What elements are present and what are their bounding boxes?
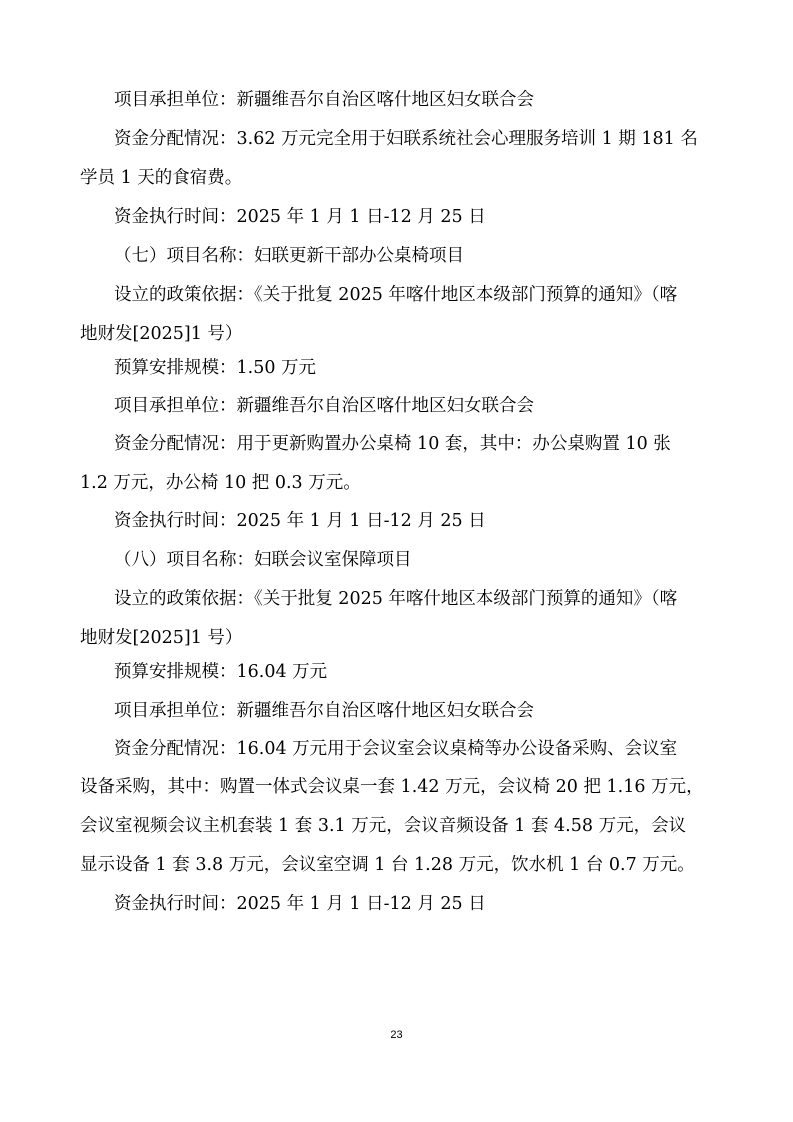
policy-basis-7: 设立的政策依据：《关于批复 2025 年喀什地区本级部门预算的通知》（喀 (114, 285, 678, 305)
unit-line-1: 项目承担单位：新疆维吾尔自治区喀什地区妇女联合会 (114, 90, 534, 110)
execution-time-1: 资金执行时间：2025 年 1 月 1 日-12 月 25 日 (114, 207, 486, 227)
allocation-line-7-cont: 1.2 万元，办公椅 10 把 0.3 万元。 (80, 473, 361, 493)
allocation-line-8-cont-3: 显示设备 1 套 3.8 万元，会议室空调 1 台 1.28 万元，饮水机 1 台 0.7 万元。 (80, 855, 695, 875)
policy-basis-7-cont: 地财发[2025]1 号） (80, 324, 243, 344)
allocation-line-8: 资金分配情况：16.04 万元用于会议室会议桌椅等办公设备采购、会议室 (114, 739, 678, 759)
project-heading-7: （七）项目名称：妇联更新干部办公桌椅项目 (114, 246, 464, 266)
allocation-line-1-cont: 学员 1 天的食宿费。 (80, 168, 243, 188)
project-heading-8: （八）项目名称：妇联会议室保障项目 (114, 550, 412, 570)
execution-time-8: 资金执行时间：2025 年 1 月 1 日-12 月 25 日 (114, 894, 486, 914)
allocation-line-8-cont-2: 会议室视频会议主机套装 1 套 3.1 万元，会议音频设备 1 套 4.58 万元，会议 (80, 816, 687, 836)
policy-basis-8-cont: 地财发[2025]1 号） (80, 628, 243, 648)
unit-line-8: 项目承担单位：新疆维吾尔自治区喀什地区妇女联合会 (114, 701, 534, 721)
policy-basis-8: 设立的政策依据：《关于批复 2025 年喀什地区本级部门预算的通知》（喀 (114, 589, 678, 609)
unit-line-7: 项目承担单位：新疆维吾尔自治区喀什地区妇女联合会 (114, 396, 534, 416)
execution-time-7: 资金执行时间：2025 年 1 月 1 日-12 月 25 日 (114, 511, 486, 531)
budget-scale-8: 预算安排规模：16.04 万元 (114, 662, 328, 682)
allocation-line-1: 资金分配情况：3.62 万元完全用于妇联系统社会心理服务培训 1 期 181 名 (114, 129, 698, 149)
page-number: 23 (390, 1029, 403, 1041)
allocation-line-8-cont-1: 设备采购，其中：购置一体式会议桌一套 1.42 万元，会议椅 20 把 1.16 万元， (80, 777, 704, 797)
budget-scale-7: 预算安排规模：1.50 万元 (114, 358, 317, 378)
allocation-line-7: 资金分配情况：用于更新购置办公桌椅 10 套，其中：办公桌购置 10 张 (114, 434, 671, 454)
